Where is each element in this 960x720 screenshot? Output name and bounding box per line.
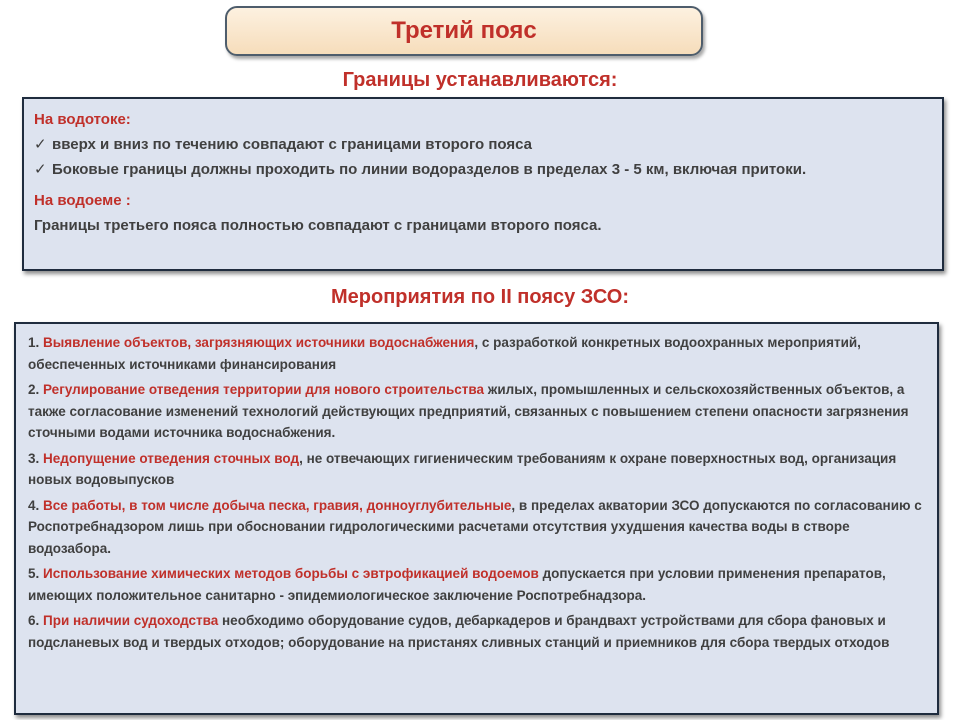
watercourse-bullet-2: ✓ Боковые границы должны проходить по линии водоразделов в пределах 3 - 5 км, включая притоки. [34, 157, 932, 182]
measure-item-1: 1. Выявление объектов, загрязняющих источники водоснабжения, с разработкой конкретных водоохранных мероприятий, обеспеченных источниками финансирования [28, 335, 861, 372]
measure-item-3: 3. Недопущение отведения сточных вод, не отвечающих гигиеническим требованиям к охране поверхностных вод, организация новых водовыпусков [28, 450, 897, 487]
measure-item-5: 5. Использование химических методов борьбы с эвтрофикацией водоемов допускается при условии применения препаратов, имеющих положительное санитарно - эпидемиологическое заключение Роспотребнадзора. [28, 566, 886, 603]
reservoir-label: На водоеме : [34, 192, 131, 209]
checkmark-icon: ✓ [34, 161, 47, 178]
measures-panel [14, 322, 939, 715]
measure-item-6: 6. При наличии судоходства необходимо оборудование судов, дебаркадеров и брандвахт устройствами для сбора фановых и подсланевых вод и твердых отходов; оборудование на пристанях сливных станций и приемников для сбора твердых отходов [28, 613, 890, 650]
title-box [225, 6, 703, 56]
watercourse-bullet-1: ✓ вверх и вниз по течению совпадают с границами второго пояса [34, 132, 932, 157]
reservoir-text: Границы третьего пояса полностью совпадают с границами второго пояса. [34, 217, 602, 234]
measure-item-4: 4. Все работы, в том числе добыча песка, гравия, донноуглубительные, в пределах акватории ЗСО допускаются по согласованию с Роспотребнадзором лишь при обосновании гидрологическими расчетами отсутствия ухудшения качества воды в створе водозабора. [28, 497, 922, 556]
section2-heading: Мероприятия по II поясу ЗСО: [330, 286, 630, 308]
section1-heading: Границы устанавливаются: [342, 69, 618, 91]
watercourse-label: На водотоке: [34, 111, 131, 128]
measure-item-2: 2. Регулирование отведения территории для нового строительства жилых, промышленных и сельскохозяйственных объектов, а также согласование изменений технологий действующих предприятий, связанных с повышением степени опасности загрязнения сточными водами источника водоснабжения. [28, 382, 909, 440]
page-title: Третий пояс [391, 17, 537, 44]
boundaries-panel [22, 97, 944, 271]
checkmark-icon: ✓ [34, 136, 47, 153]
